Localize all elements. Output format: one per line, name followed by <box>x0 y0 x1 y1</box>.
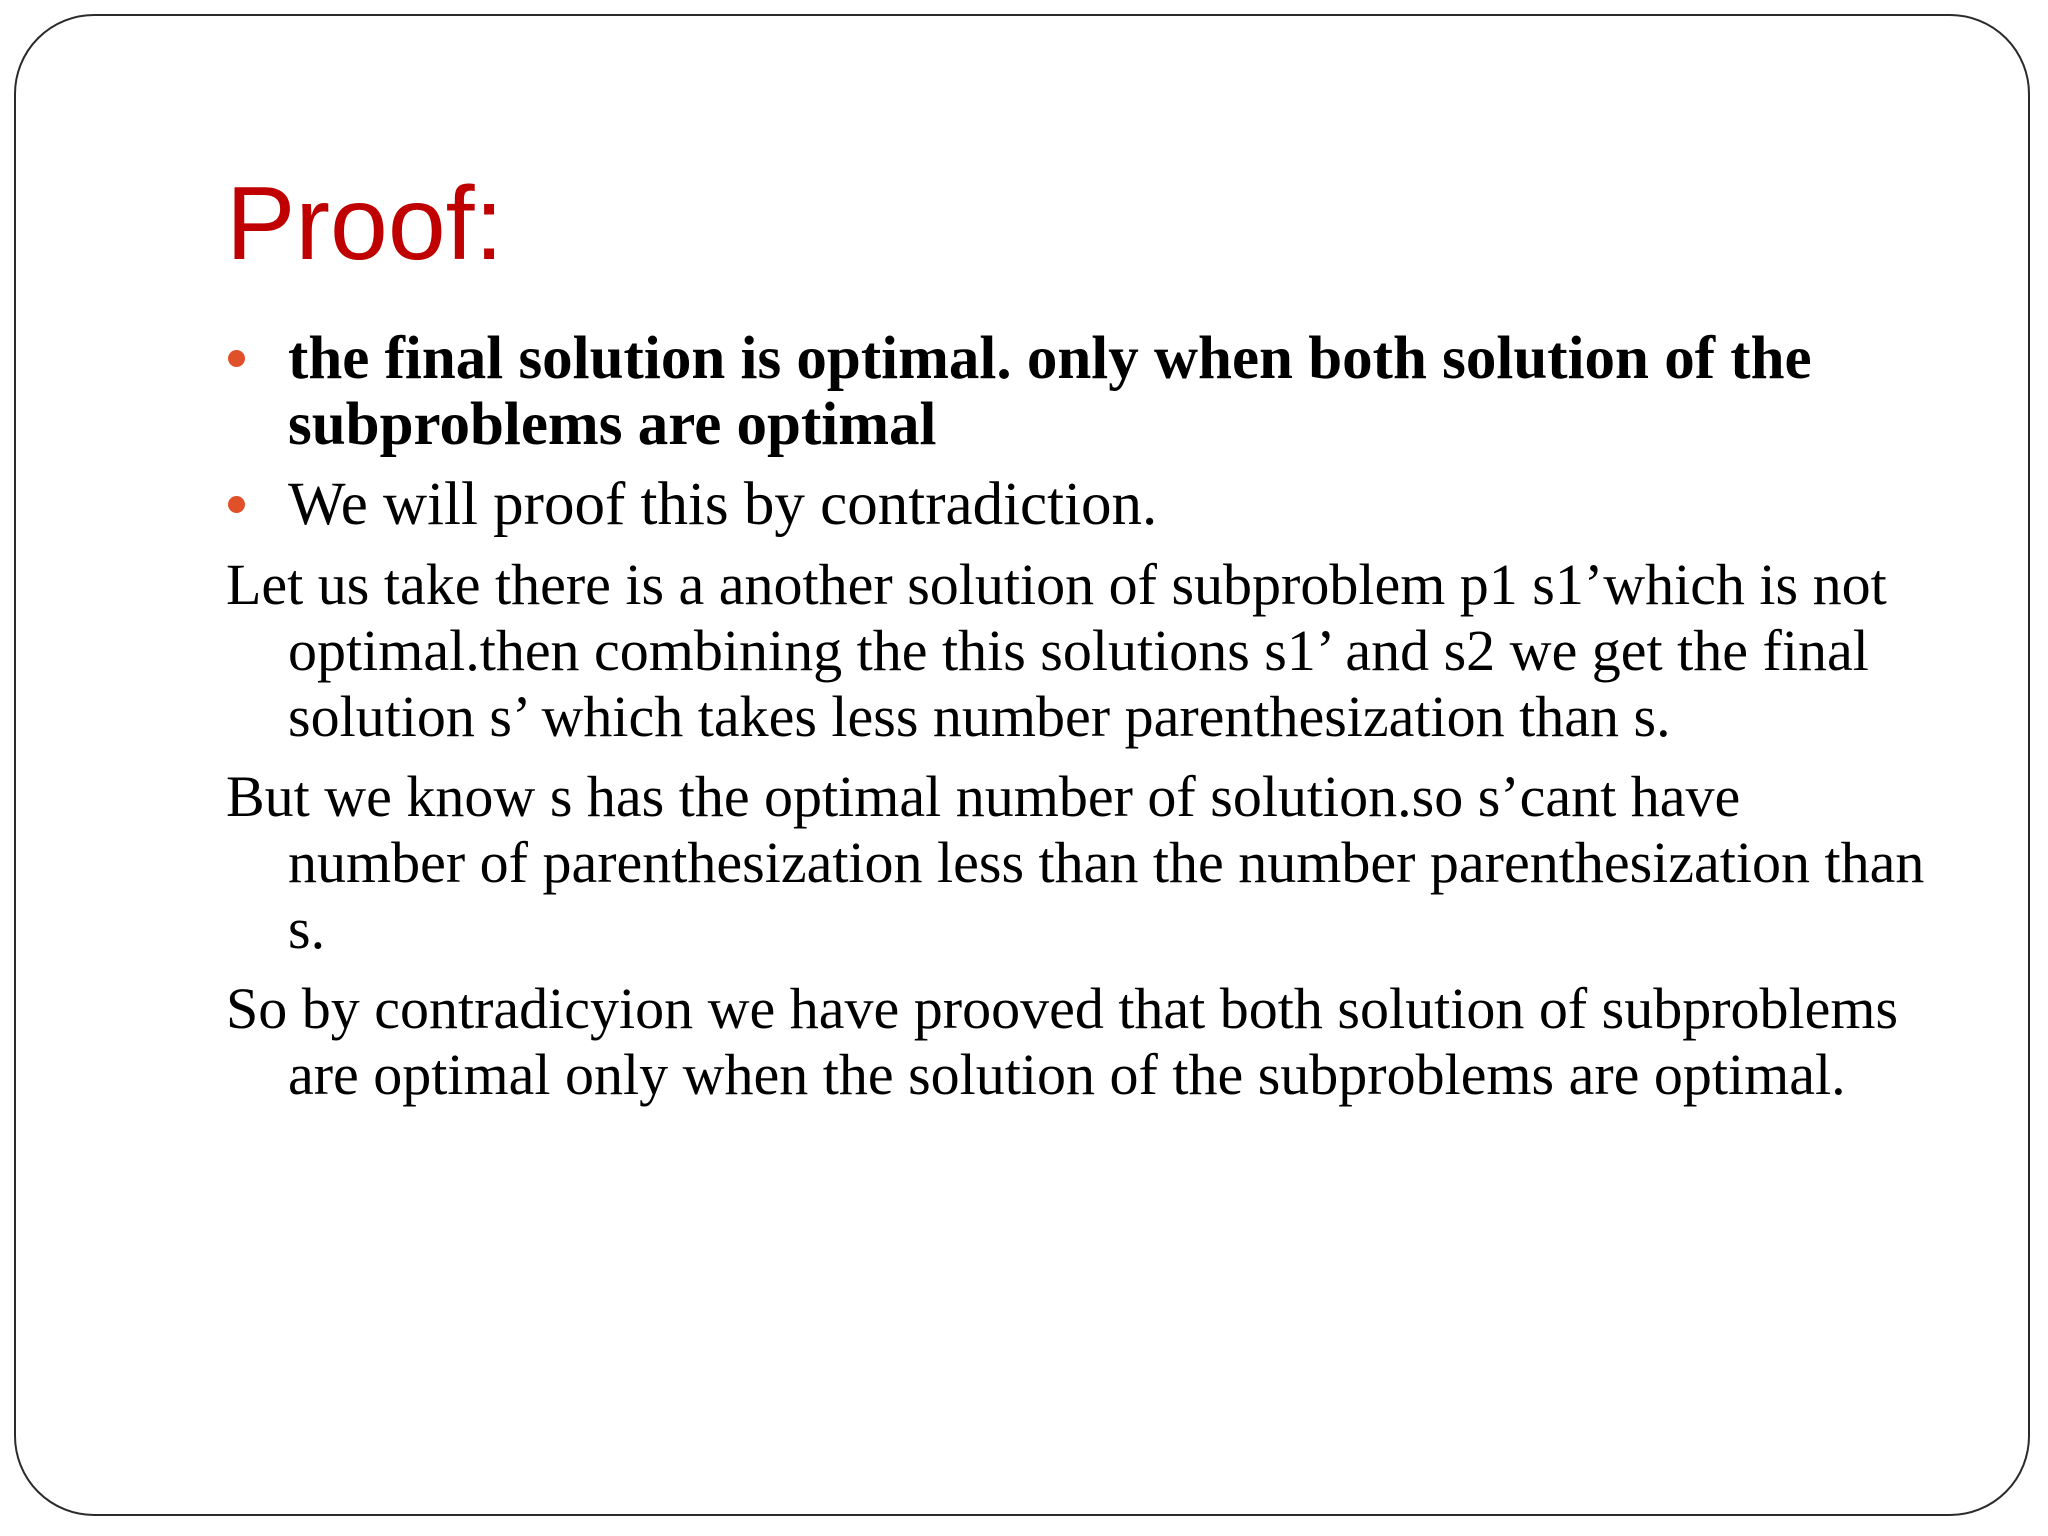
paragraph: But we know s has the optimal number of solution.so s’cant have number of parenthesization less than the number parenthesization than s. <box>226 764 1925 961</box>
bullet-dot-icon <box>228 496 245 513</box>
bullet-dot-icon <box>228 350 245 367</box>
paragraph: So by contradicyion we have prooved that both solution of subproblems are optimal only when the solution of the subproblems are optimal. <box>226 976 1899 1107</box>
bullet-text: We will proof this by contradiction. <box>288 471 1158 538</box>
bullet-item <box>226 472 1926 538</box>
bullet-item <box>226 326 1926 458</box>
slide-content <box>226 326 1926 1108</box>
paragraph: Let us take there is a another solution of subproblem p1 s1’which is not optimal.then combining the this solutions s1’ and s2 we get the final solution s’ which takes less number parenthesization than s. <box>226 552 1887 749</box>
slide-title: Proof: <box>226 166 504 282</box>
bullet-text: the final solution is optimal. only when both solution of the subproblems are optimal <box>288 325 1812 458</box>
